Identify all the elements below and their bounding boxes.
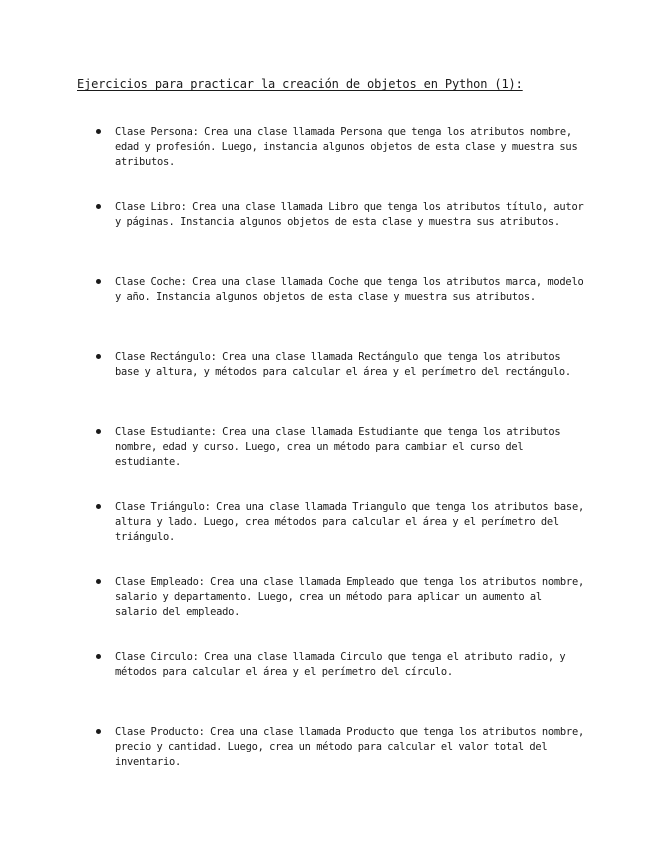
exercise-text: Clase Rectángulo: Crea una clase llamada Rectángulo que tenga los atributos base y altura, y métodos para calcular el área y el perímetro del rectángulo. <box>115 351 571 378</box>
list-item <box>0 500 655 575</box>
exercise-text: Clase Coche: Crea una clase llamada Coche que tenga los atributos marca, modelo y año. Instancia algunos objetos de esta clase y muestra sus atributos. <box>115 276 584 303</box>
list-item <box>0 125 655 200</box>
list-item <box>0 725 655 800</box>
list-item <box>0 275 655 350</box>
exercise-text: Clase Producto: Crea una clase llamada Producto que tenga los atributos nombre, precio y cantidad. Luego, crea un método para calcular el valor total del inventario. <box>115 726 584 768</box>
list-item <box>0 425 655 500</box>
list-item <box>0 575 655 650</box>
bullet-icon <box>96 429 101 434</box>
list-item <box>0 200 655 275</box>
bullet-icon <box>96 279 101 284</box>
bullet-icon <box>96 129 101 134</box>
exercise-text: Clase Circulo: Crea una clase llamada Circulo que tenga el atributo radio, y métodos para calcular el área y el perímetro del círculo. <box>115 651 566 678</box>
exercise-text: Clase Libro: Crea una clase llamada Libro que tenga los atributos título, autor y páginas. Instancia algunos objetos de esta clase y muestra sus atributos. <box>115 201 584 228</box>
exercise-list <box>0 125 655 800</box>
bullet-icon <box>96 204 101 209</box>
bullet-icon <box>96 579 101 584</box>
list-item <box>0 650 655 725</box>
document-title: Ejercicios para practicar la creación de objetos en Python (1): <box>77 77 523 91</box>
bullet-icon <box>96 654 101 659</box>
exercise-text: Clase Triángulo: Crea una clase llamada Triangulo que tenga los atributos base, altura y lado. Luego, crea métodos para calcular el área y el perímetro del triángulo. <box>115 501 584 543</box>
exercise-text: Clase Estudiante: Crea una clase llamada Estudiante que tenga los atributos nombre, edad y curso. Luego, crea un método para cambiar el curso del estudiante. <box>115 426 561 468</box>
bullet-icon <box>96 504 101 509</box>
list-item <box>0 350 655 425</box>
exercise-text: Clase Persona: Crea una clase llamada Persona que tenga los atributos nombre, edad y profesión. Luego, instancia algunos objetos de esta clase y muestra sus atributos. <box>115 126 578 168</box>
bullet-icon <box>96 354 101 359</box>
bullet-icon <box>96 729 101 734</box>
exercise-text: Clase Empleado: Crea una clase llamada Empleado que tenga los atributos nombre, salario y departamento. Luego, crea un método para aplicar un aumento al salario del empleado. <box>115 576 584 618</box>
